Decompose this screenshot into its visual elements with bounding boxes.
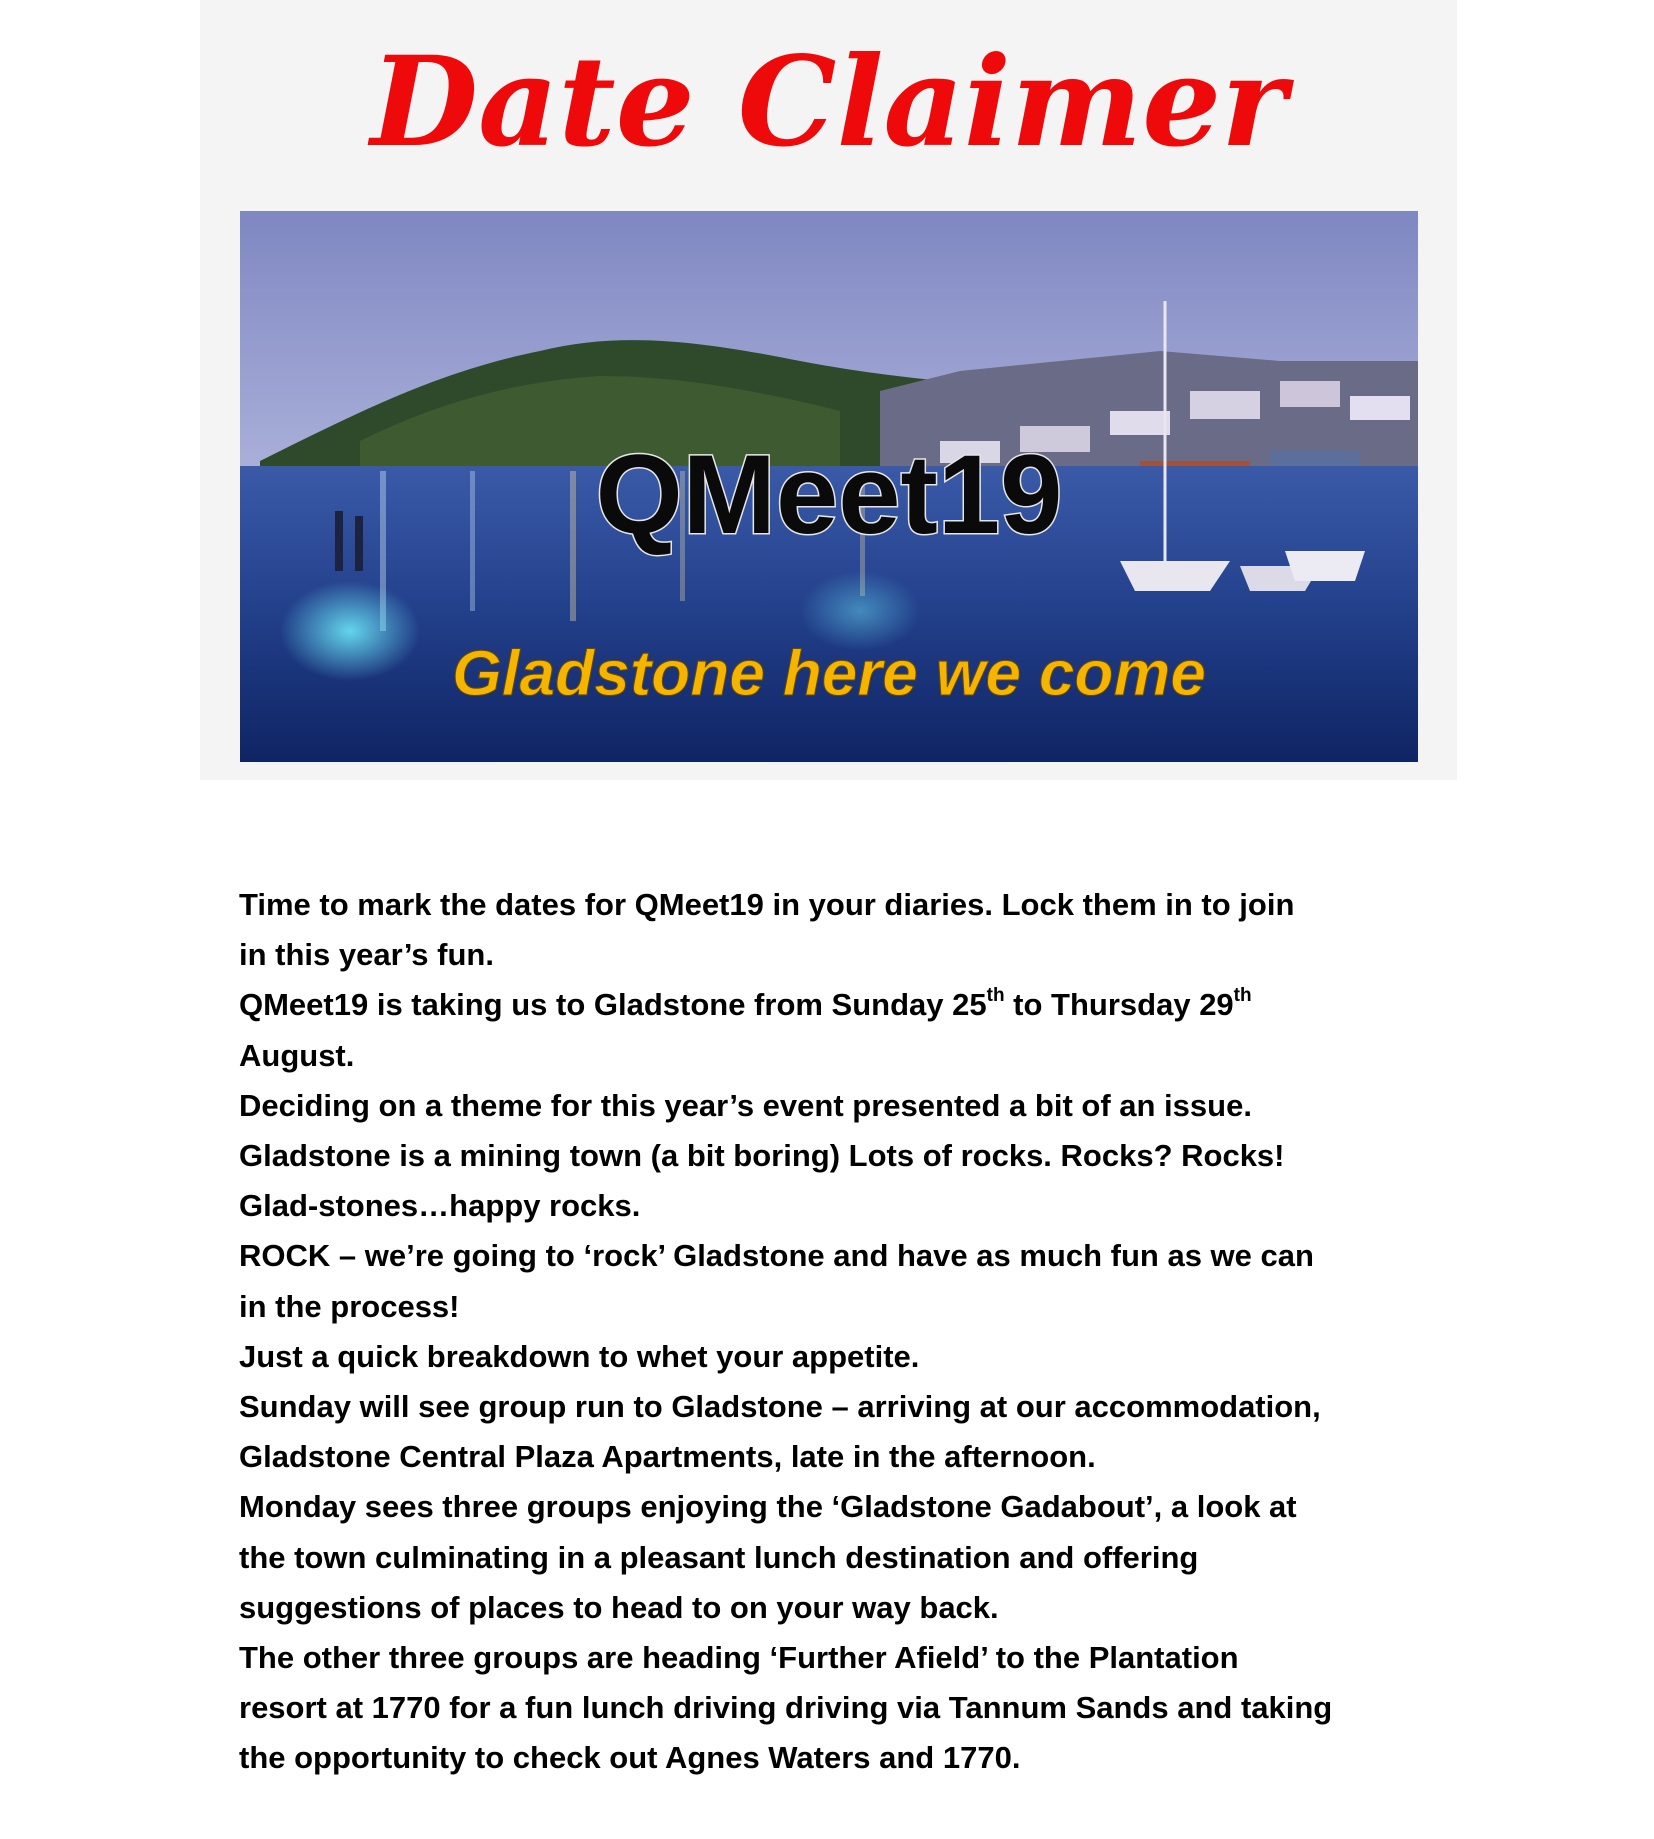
text-line: Time to mark the dates for QMeet19 in your diaries. Lock them in to join — [239, 887, 1295, 922]
ordinal-suffix: th — [1233, 985, 1252, 1007]
text-line: The other three groups are heading ‘Further Afield’ to the Plantation — [239, 1640, 1239, 1676]
banner-image — [240, 211, 1418, 762]
text-line: Gladstone Central Plaza Apartments, late in the afternoon. — [239, 1439, 1096, 1475]
text-line: August. — [239, 1037, 355, 1073]
page-title: Date Claimer — [370, 30, 1287, 175]
dates-line — [239, 980, 1454, 1030]
text-line: Deciding on a theme for this year’s event presented a bit of an issue. — [239, 1087, 1252, 1123]
text-line: resort at 1770 for a fun lunch driving driving via Tannum Sands and taking — [239, 1690, 1333, 1726]
announcement-text — [239, 880, 1454, 1784]
dates-part-2: to Thursday 29 — [1004, 987, 1234, 1023]
dates-part-1: QMeet19 is taking us to Gladstone from Sunday 25 — [239, 987, 987, 1023]
text-line: Gladstone is a mining town (a bit boring) Lots of rocks. Rocks? Rocks! — [239, 1138, 1285, 1174]
text-line: the opportunity to check out Agnes Waters and 1770. — [239, 1740, 1021, 1776]
text-line: Monday sees three groups enjoying the ‘Gladstone Gadabout’, a look at — [239, 1489, 1297, 1525]
text-line: Just a quick breakdown to whet your appetite. — [239, 1338, 920, 1374]
ordinal-suffix: th — [986, 985, 1005, 1007]
text-line: suggestions of places to head to on your way back. — [239, 1589, 999, 1625]
text-line: the town culminating in a pleasant lunch destination and offering — [239, 1539, 1199, 1575]
text-line: in the process! — [239, 1288, 460, 1324]
banner-event-name: QMeet19 — [595, 432, 1063, 557]
text-line: Glad-stones…happy rocks. — [239, 1188, 641, 1224]
text-line: Sunday will see group run to Gladstone – arriving at our accommodation, — [239, 1389, 1321, 1425]
text-line: ROCK – we’re going to ‘rock’ Gladstone and have as much fun as we can — [239, 1238, 1314, 1274]
banner-tagline: Gladstone here we come — [451, 637, 1207, 709]
text-line: in this year’s fun. — [239, 937, 494, 973]
